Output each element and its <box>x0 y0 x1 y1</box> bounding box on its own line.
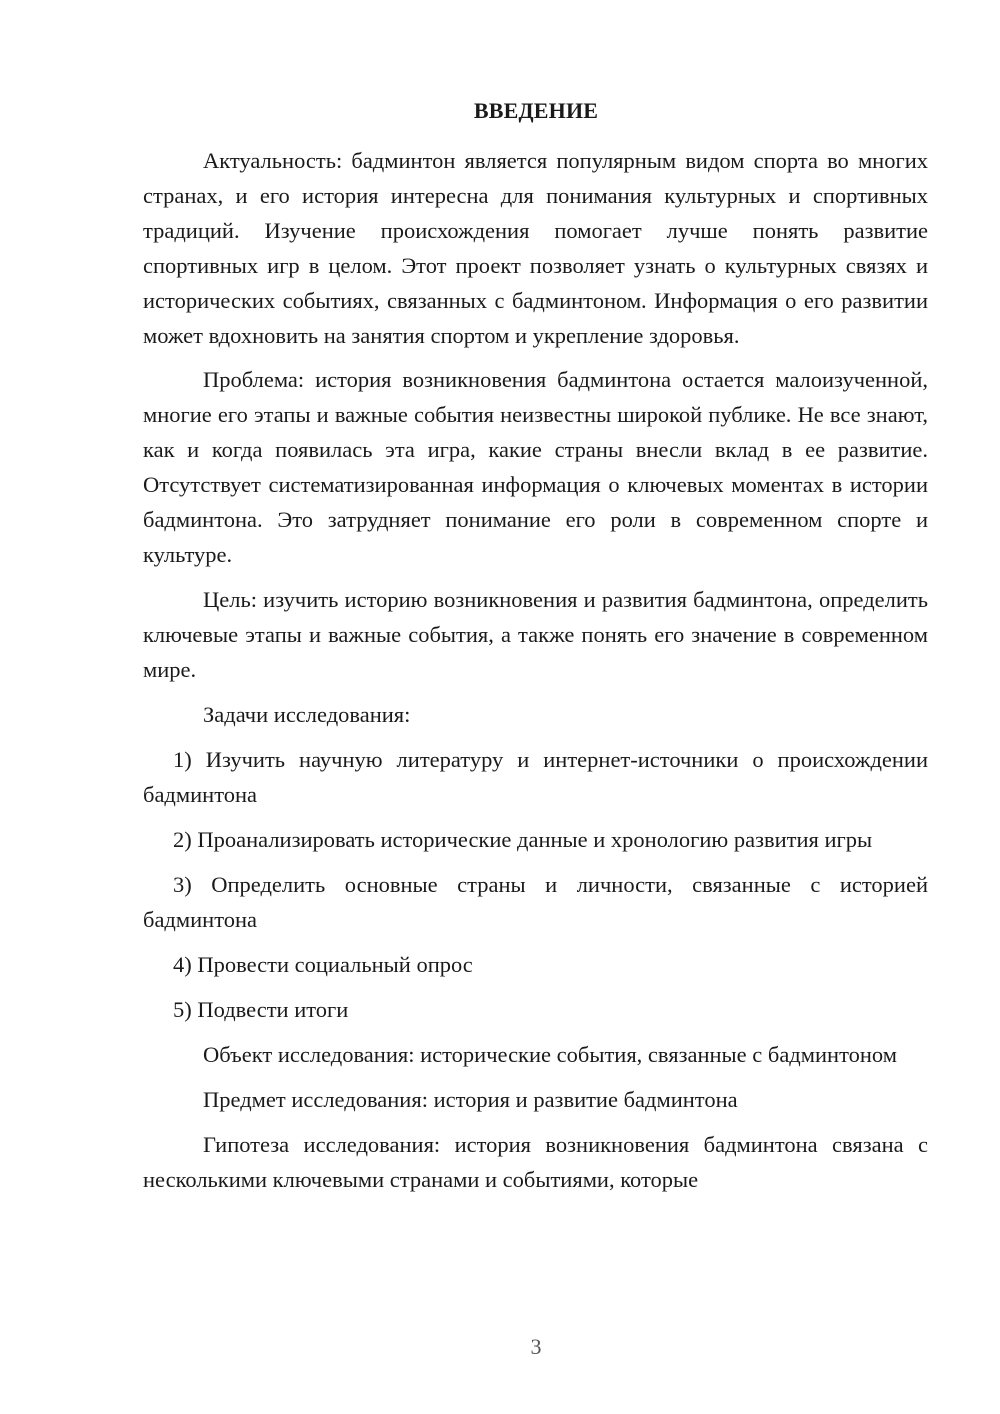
task-item-1: 1) Изучить научную литературу и интернет-источники о происхождении бадминтона <box>143 747 928 807</box>
paragraph-problem: Проблема: история возникновения бадминтона остается малоизученной, многие его этапы и важные события неизвестны широкой публике. Не все знают, как и когда появилась эта игра, какие страны внесли вклад в ее развитие. Отсутствует систематизированная информация о ключевых моментах в истории бадминтона. Это затрудняет понимание его роли в современном спорте и культуре. <box>143 367 928 567</box>
document-body <box>143 143 928 1207</box>
page-number: 3 <box>530 1334 542 1359</box>
task-item-4: 4) Провести социальный опрос <box>173 952 473 977</box>
paragraph-hypothesis: Гипотеза исследования: история возникновения бадминтона связана с несколькими ключевыми странами и событиями, которые <box>143 1132 928 1192</box>
task-item-3: 3) Определить основные страны и личности, связанные с историей бадминтона <box>143 872 928 932</box>
task-item-5: 5) Подвести итоги <box>173 997 349 1022</box>
task-item-2: 2) Проанализировать исторические данные и хронологию развития игры <box>173 827 873 852</box>
paragraph-subject: Предмет исследования: история и развитие бадминтона <box>203 1087 738 1112</box>
paragraph-object: Объект исследования: исторические события, связанные с бадминтоном <box>203 1042 897 1067</box>
paragraph-tasks-heading: Задачи исследования: <box>203 702 411 727</box>
paragraph-goal: Цель: изучить историю возникновения и развития бадминтона, определить ключевые этапы и важные события, а также понять его значение в современном мире. <box>143 587 928 682</box>
paragraph-relevance: Актуальность: бадминтон является популярным видом спорта во многих странах, и его история интересна для понимания культурных и спортивных традиций. Изучение происхождения помогает лучше понять развитие спортивных игр в целом. Этот проект позволяет узнать о культурных связях и исторических событиях, связанных с бадминтоном. Информация о его развитии может вдохновить на занятия спортом и укрепление здоровья. <box>143 148 928 348</box>
section-title: ВВЕДЕНИЕ <box>473 98 599 123</box>
